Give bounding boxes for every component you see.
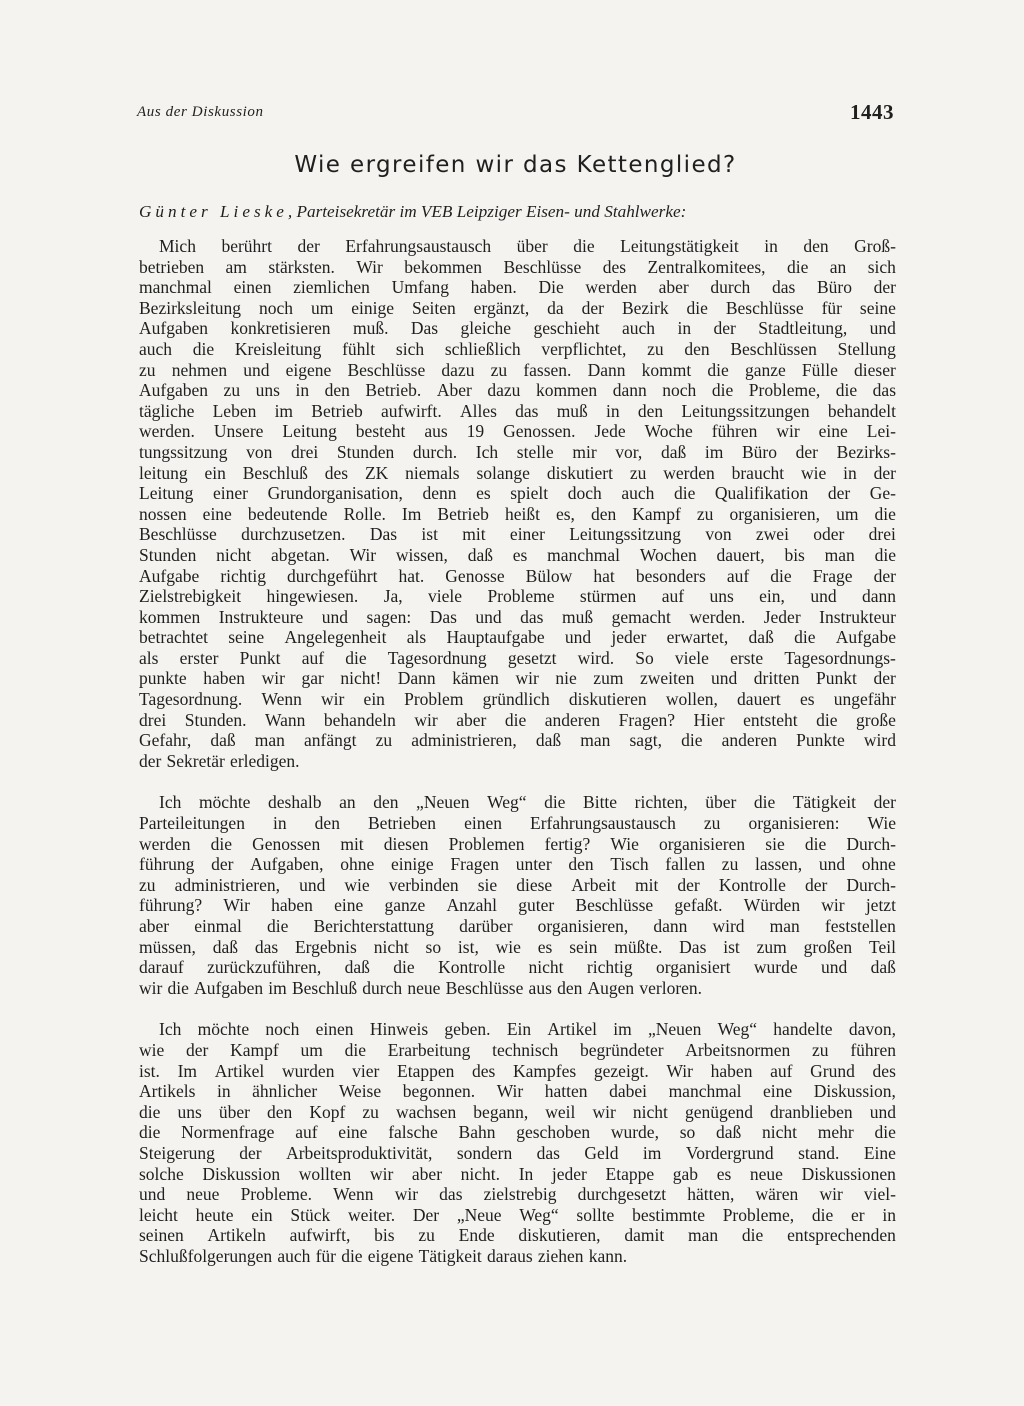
text-line: Bezirksleitung noch um einige Seiten ergänzt, da der Bezirk die Beschlüsse für seine <box>139 297 896 318</box>
text-line: seinen Artikeln aufwirft, bis zu Ende diskutieren, damit man die entsprechenden <box>139 1225 896 1246</box>
author-role: , Parteisekretär im VEB Leipziger Eisen- und Stahlwerke: <box>287 202 687 221</box>
paragraph <box>139 792 896 998</box>
text-line: Mich berührt der Erfahrungsaustausch über die Leitungstätigkeit in den Groß- <box>159 236 896 256</box>
text-line: Gefahr, daß man anfängt zu administrieren, daß man sagt, die anderen Punkte wird <box>139 730 896 751</box>
text-line: zu nehmen und eigene Beschlüsse dazu zu fassen. Dann kommt die ganze Fülle dieser <box>139 359 896 380</box>
text-line: der Sekretär erledigen. <box>139 750 300 771</box>
text-line: nossen eine bedeutende Rolle. Im Betrieb heißt es, den Kampf zu organisieren, um die <box>139 503 896 524</box>
text-line: als erster Punkt auf die Tagesordnung gesetzt wird. So viele erste Tagesordnungs- <box>139 647 896 668</box>
text-line: leitung ein Beschluß des ZK niemals solange diskutiert zu werden braucht wie in der <box>139 462 896 483</box>
text-line: Tagesordnung. Wenn wir ein Problem gründlich diskutieren wollen, dauert es ungefähr <box>139 689 896 710</box>
text-line: müssen, daß das Ergebnis nicht so ist, wie es sein müßte. Das ist zum großen Teil <box>139 936 896 957</box>
text-line: Aufgaben zu uns in den Betrieb. Aber dazu kommen dann noch die Probleme, die das <box>139 380 896 401</box>
text-line: und neue Probleme. Wenn wir das zielstrebig durchgesetzt hätten, wären wir viel- <box>139 1184 896 1205</box>
text-line: Beschlüsse durchzusetzen. Das ist mit einer Leitungssitzung von zwei oder drei <box>139 524 896 545</box>
text-line: betrachtet seine Angelegenheit als Hauptaufgabe und jeder erwartet, daß die Aufgabe <box>139 627 896 648</box>
text-line: wir die Aufgaben im Beschluß durch neue Beschlüsse aus den Augen verloren. <box>139 977 703 998</box>
text-line: kommen Instrukteure und sagen: Das und das muß gemacht werden. Jeder Instrukteur <box>139 606 896 627</box>
text-line: punkte haben wir gar nicht! Dann kämen wir nie zum zweiten und dritten Punkt der <box>139 668 896 689</box>
text-line: Zielstrebigkeit hingewiesen. Ja, viele Probleme stürmen auf uns ein, und dann <box>139 586 896 607</box>
text-line: Artikels in ähnlicher Weise begonnen. Wir hatten dabei manchmal eine Diskussion, <box>139 1081 896 1102</box>
text-line: tungssitzung von drei Stunden durch. Ich stelle mir vor, daß im Büro der Bezirks- <box>139 441 896 462</box>
paragraph <box>139 236 896 771</box>
text-line: führung? Wir haben eine ganze Anzahl guter Beschlüsse gefaßt. Würden wir jetzt <box>139 895 896 916</box>
text-line: die uns über den Kopf zu wachsen begann, weil wir nicht genügend dranblieben und <box>139 1101 896 1122</box>
text-line: auch die Kreisleitung fühlt sich schließlich verpflichtet, zu den Beschlüssen Stellung <box>139 338 896 359</box>
running-header <box>137 100 894 128</box>
text-line: darauf zurückzuführen, daß die Kontrolle nicht richtig organisiert wurde und daß <box>139 957 896 978</box>
text-line: Parteileitungen in den Betrieben einen Erfahrungsaustausch zu organisieren: Wie <box>139 813 896 834</box>
section-name: Aus der Diskussion <box>137 104 264 120</box>
page-number: 1443 <box>850 100 894 124</box>
text-line: betrieben am stärksten. Wir bekommen Beschlüsse des Zentralkomitees, die an sich <box>139 256 896 277</box>
text-line: Leitung einer Grundorganisation, denn es spielt doch auch die Qualifikation der Ge- <box>139 483 896 504</box>
text-line: manchmal einen ziemlichen Umfang haben. Die werden aber durch das Büro der <box>139 277 896 298</box>
text-line: die Normenfrage auf eine falsche Bahn geschoben wurde, so daß nicht mehr die <box>139 1122 896 1143</box>
text-line: werden die Genossen mit diesen Problemen fertig? Wie organisieren sie die Durch- <box>139 833 896 854</box>
text-line: solche Diskussion wollten wir aber nicht. In jeder Etappe gab es neue Diskussionen <box>139 1163 896 1184</box>
text-line: Stunden nicht abgetan. Wir wissen, daß es manchmal Wochen dauert, bis man die <box>139 544 896 565</box>
text-line: drei Stunden. Wann behandeln wir aber die anderen Fragen? Hier entsteht die große <box>139 709 896 730</box>
text-line: aber einmal die Berichterstattung darüber organisieren, dann wird man feststellen <box>139 916 896 936</box>
text-line: Aufgabe richtig durchgeführt hat. Genosse Bülow hat besonders auf die Frage der <box>139 565 896 586</box>
paragraph <box>139 1019 896 1266</box>
article-title: Wie ergreifen wir das Kettenglied? <box>294 152 737 178</box>
text-line: ist. Im Artikel wurden vier Etappen des Kampfes gezeigt. Wir haben auf Grund des <box>139 1060 896 1081</box>
text-line: Ich möchte deshalb an den „Neuen Weg“ die Bitte richten, über die Tätigkeit der <box>159 792 896 813</box>
text-line: Schlußfolgerungen auch für die eigene Tätigkeit daraus ziehen kann. <box>139 1245 628 1266</box>
article-body <box>139 236 896 1288</box>
text-line: Aufgaben konkretisieren muß. Das gleiche geschieht auch in der Stadtleitung, und <box>139 318 896 339</box>
text-line: tägliche Leben im Betrieb aufwirft. Alles das muß in den Leitungssitzungen behandelt <box>139 400 896 421</box>
text-line: wie der Kampf um die Erarbeitung technisch begründeter Arbeitsnormen zu führen <box>139 1039 896 1060</box>
text-line: werden. Unsere Leitung besteht aus 19 Genossen. Jede Woche führen wir eine Lei- <box>139 421 896 442</box>
text-line: Steigerung der Arbeitsproduktivität, sondern das Geld im Vordergrund stand. Eine <box>139 1142 896 1163</box>
text-line: zu administrieren, und wie verbinden sie diese Arbeit mit der Kontrolle der Durch- <box>139 874 896 895</box>
byline <box>139 202 896 222</box>
text-line: leicht heute ein Stück weiter. Der „Neue Weg“ sollte bestimmte Probleme, die er in <box>139 1204 896 1225</box>
author-name: Günter Lieske <box>139 202 288 221</box>
text-line: führung der Aufgaben, ohne einige Fragen unter den Tisch fallen zu lassen, und ohne <box>139 854 896 875</box>
text-line: Ich möchte noch einen Hinweis geben. Ein Artikel im „Neuen Weg“ handelte davon, <box>159 1019 896 1040</box>
